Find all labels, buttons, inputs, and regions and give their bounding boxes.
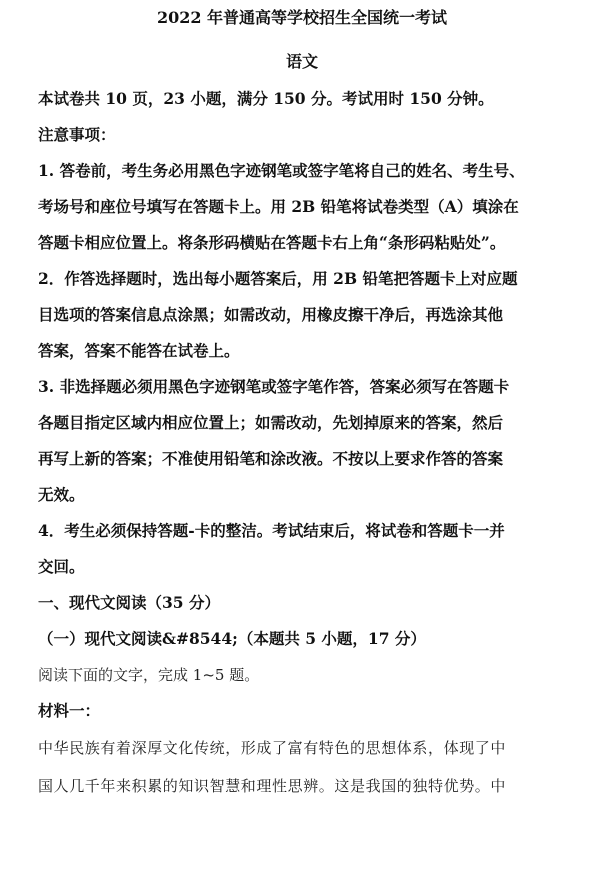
notice-line: 目选项的答案信息点涂黑；如需改动，用橡皮擦干净后，再选涂其他 (38, 305, 504, 324)
notice-line: 无效。 (38, 485, 85, 504)
notice-item-3 (38, 377, 576, 505)
notice-item-4 (38, 521, 576, 577)
notice-line: 再写上新的答案；不准使用铅笔和涂改液。不按以上要求作答的答案 (38, 449, 504, 468)
material-line: 中华民族有着深厚文化传统，形成了富有特色的思想体系，体现了中 (38, 739, 507, 757)
section-heading: 一、现代文阅读（35 分） (38, 593, 220, 612)
notice-line: 1. 答卷前，考生务必用黑色字迹钢笔或签字笔将自己的姓名、考生号、 (38, 161, 525, 180)
notice-item-2 (38, 269, 576, 361)
notice-line: 3. 非选择题必须用黑色字迹钢笔或签字笔作答，答案必须写在答题卡 (38, 377, 510, 396)
material-label: 材料一： (38, 701, 101, 720)
exam-intro: 本试卷共 10 页，23 小题，满分 150 分。考试用时 150 分钟。 (38, 89, 494, 108)
notice-line: 答题卡相应位置上。将条形码横贴在答题卡右上角“条形码粘贴处”。 (38, 233, 506, 252)
material-line: 国人几千年来积累的知识智慧和理性思辨。这是我国的独特优势。中 (38, 777, 507, 795)
reading-instruction: 阅读下面的文字，完成 1~5 题。 (38, 666, 260, 684)
exam-title: 2022 年普通高等学校招生全国统一考试 (156, 8, 448, 27)
notice-line: 考场号和座位号填写在答题卡上。用 2B 铅笔将试卷类型（A）填涂在 (38, 197, 519, 216)
notice-item-1 (38, 161, 576, 253)
section-subheading: （一）现代文阅读&#8544;（本题共 5 小题，17 分） (38, 629, 426, 648)
notice-line: 2．作答选择题时，选出每小题答案后，用 2B 铅笔把答题卡上对应题 (38, 269, 518, 288)
notice-line: 答案，答案不能答在试卷上。 (38, 341, 240, 360)
notice-line: 各题目指定区域内相应位置上；如需改动，先划掉原来的答案，然后 (38, 413, 504, 432)
notice-heading: 注意事项： (38, 125, 116, 144)
subject-title: 语文 (285, 52, 318, 71)
material-text (38, 738, 576, 796)
notice-line: 交回。 (38, 557, 85, 576)
notice-line: 4．考生必须保持答题-卡的整洁。考试结束后，将试卷和答题卡一并 (38, 521, 505, 540)
